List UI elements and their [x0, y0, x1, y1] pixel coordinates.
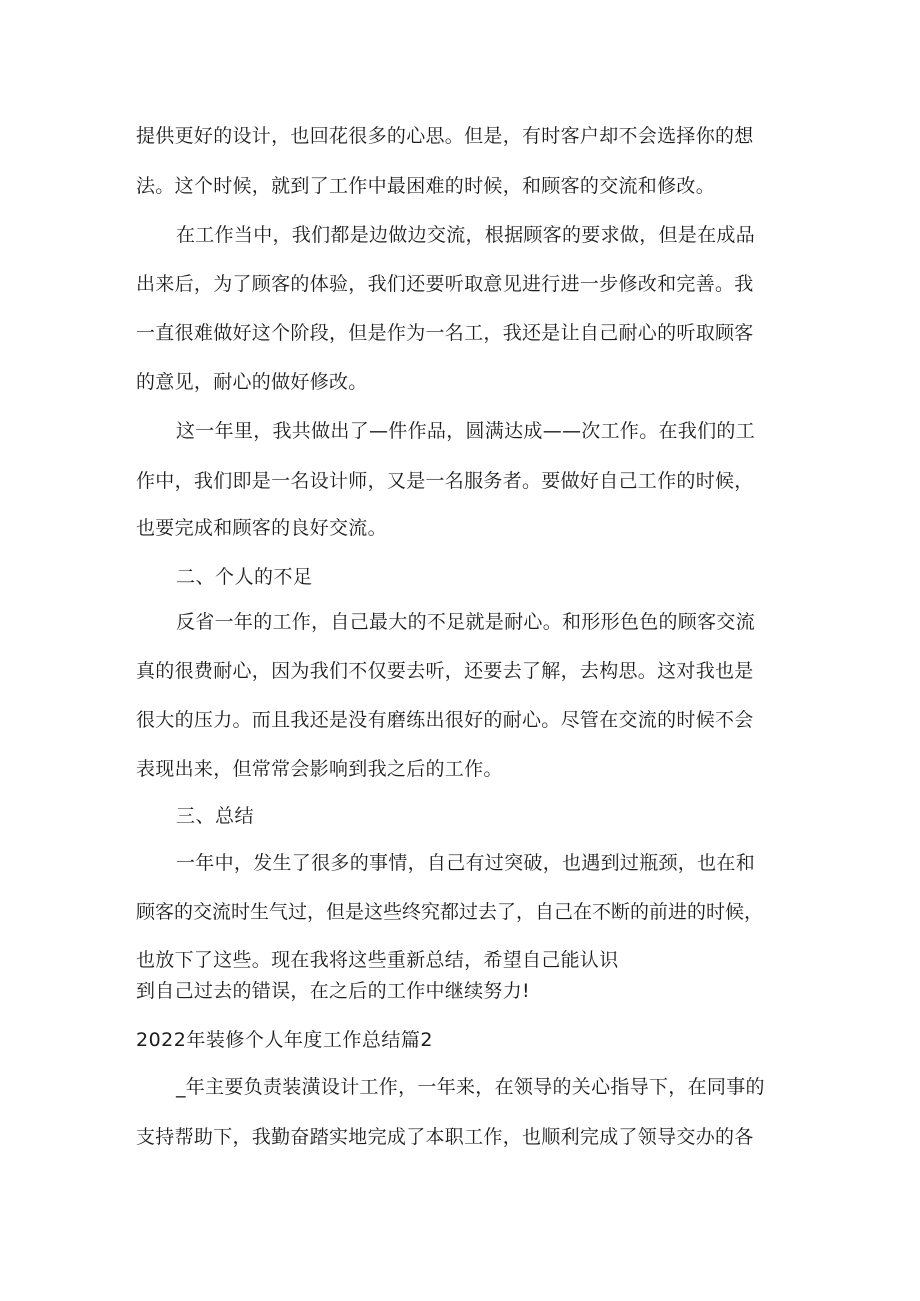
paragraph-line: 也放下了这些。现在我将这些重新总结，希望自己能认识: [136, 949, 619, 971]
paragraph-line: 真的很费耐心，因为我们不仅要去听，还要去了解，去构思。这对我也是: [136, 660, 754, 682]
article-title: 2022年装修个人年度工作总结篇2: [136, 1029, 433, 1051]
paragraph-line: 到自己过去的错误，在之后的工作中继续努力!: [136, 980, 530, 1002]
paragraph-line: 一年中，发生了很多的事情，自己有过突破，也遇到过瓶颈，也在和: [176, 852, 756, 874]
paragraph-line: 支持帮助下，我勤奋踏实地完成了本职工作，也顺利完成了领导交办的各: [136, 1126, 754, 1148]
paragraph-line: 顾客的交流时生气过，但是这些终究都过去了，自己在不断的前进的时候，: [136, 901, 764, 923]
paragraph-line: _年主要负责装潢设计工作，一年来，在领导的关心指导下，在同事的: [176, 1076, 765, 1098]
paragraph-line: 很大的压力。而且我还是没有磨练出很好的耐心。尽管在交流的时候不会: [136, 709, 754, 731]
paragraph-line: 这一年里，我共做出了—件作品，圆满达成——次工作。在我们的工: [176, 420, 756, 442]
paragraph-line: 反省一年的工作，自己最大的不足就是耐心。和形形色色的顾客交流: [176, 611, 756, 633]
paragraph-line: 表现出来，但常常会影响到我之后的工作。: [136, 758, 503, 780]
paragraph-line: 作中，我们即是一名设计师，又是一名服务者。要做好自己工作的时候，: [136, 470, 754, 492]
paragraph-line: 在工作当中，我们都是边做边交流，根据顾客的要求做，但是在成品: [176, 224, 756, 246]
section-heading: 三、总结: [176, 805, 255, 827]
section-heading: 二、个人的不足: [176, 566, 313, 588]
paragraph-line: 法。这个时候，就到了工作中最困难的时候，和顾客的交流和修改。: [136, 175, 716, 197]
paragraph-line: 出来后，为了顾客的体验，我们还要听取意见进行进一步修改和完善。我: [136, 273, 754, 295]
paragraph-line: 的意见，耐心的做好修改。: [136, 371, 368, 393]
paragraph-line: 提供更好的设计，也回花很多的心思。但是，有时客户却不会选择你的想: [136, 125, 754, 147]
paragraph-line: 一直很难做好这个阶段，但是作为一名工，我还是让自己耐心的听取顾客: [136, 322, 754, 344]
paragraph-line: 也要完成和顾客的良好交流。: [136, 517, 387, 539]
